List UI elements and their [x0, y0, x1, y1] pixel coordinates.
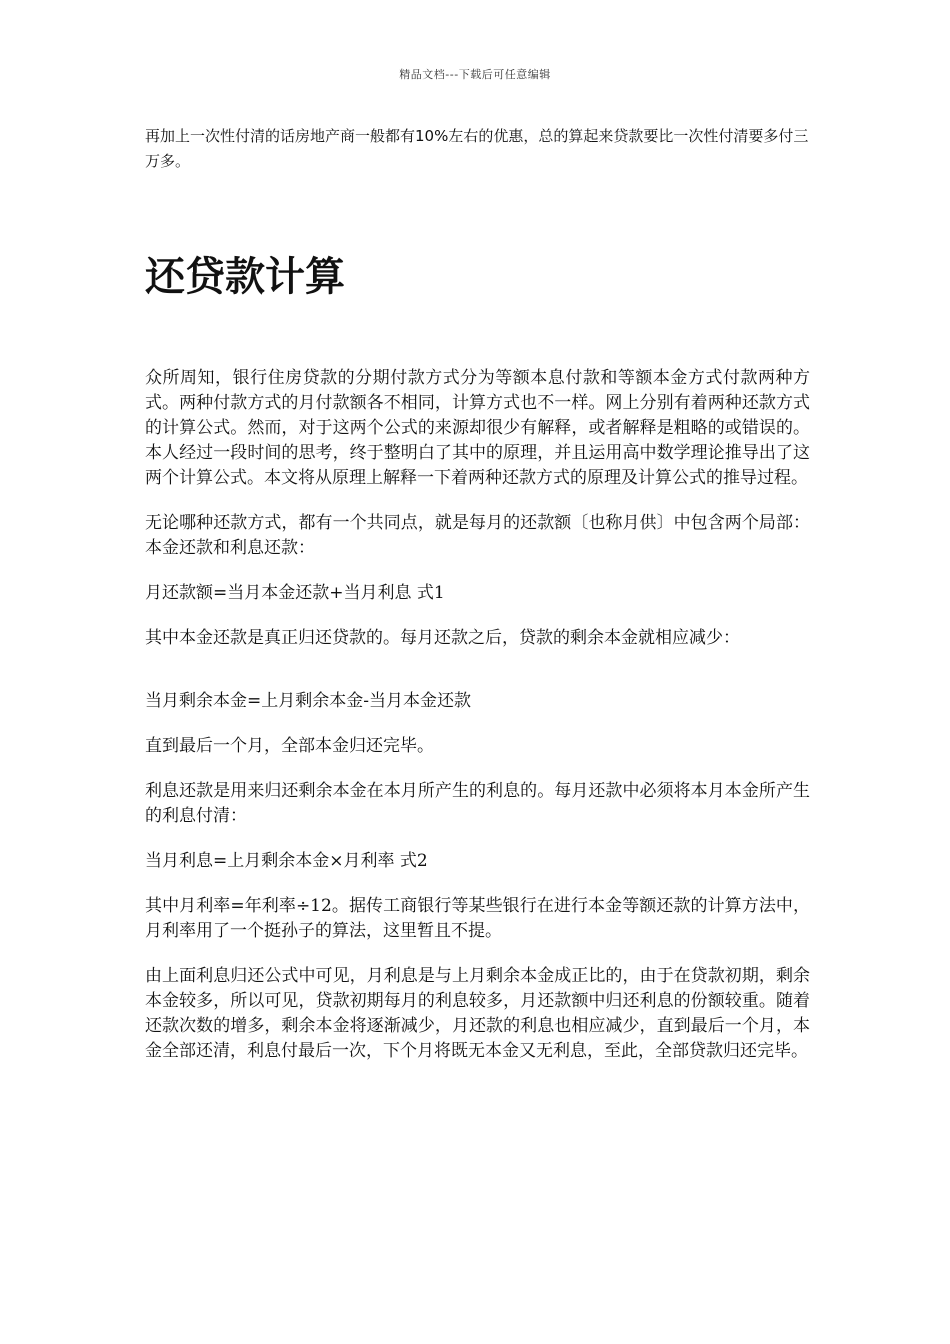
page-header: 精品文档---下载后可任意编辑: [399, 68, 551, 81]
paragraph-common-point: 无论哪种还款方式，都有一个共同点，就是每月的还款额〔也称月供〕中包含两个局部：本金还款和利息还款：: [145, 513, 810, 558]
section-body: [145, 366, 810, 1084]
formula-remaining-principal: 当月剩余本金=上月剩余本金-当月本金还款: [145, 691, 471, 711]
section-title: 还贷款计算: [145, 254, 345, 300]
intro-paragraph: 再加上一次性付清的话房地产商一般都有10%左右的优惠，总的算起来贷款要比一次性付清要多付三万多。: [145, 127, 809, 170]
paragraph-interest: 利息还款是用来归还剩余本金在本月所产生的利息的。每月还款中必须将本月本金所产生的利息付清：: [145, 781, 810, 826]
formula-2: 当月利息=上月剩余本金×月利率 式2: [145, 851, 428, 871]
paragraph-last-month: 直到最后一个月，全部本金归还完毕。: [145, 736, 434, 756]
paragraph-principal: 其中本金还款是真正归还贷款的。每月还款之后，贷款的剩余本金就相应减少：: [145, 628, 740, 648]
formula-1: 月还款额=当月本金还款+当月利息 式1: [145, 583, 445, 603]
paragraph-overview: 众所周知，银行住房贷款的分期付款方式分为等额本息付款和等额本金方式付款两种方式。两种付款方式的月付款额各不相同，计算方式也不一样。网上分别有着两种还款方式的计算公式。然而，对于这两个公式的来源却很少有解释，或者解释是粗略的或错误的。本人经过一段时间的思考，终于整明白了其中的原理，并且运用高中数学理论推导出了这两个计算公式。本文将从原理上解释一下着两种还款方式的原理及计算公式的推导过程。: [145, 368, 810, 488]
paragraph-monthly-rate: 其中月利率=年利率÷12。据传工商银行等某些银行在进行本金等额还款的计算方法中，月利率用了一个挺孙子的算法，这里暂且不提。: [145, 896, 810, 941]
paragraph-conclusion: 由上面利息归还公式中可见，月利息是与上月剩余本金成正比的，由于在贷款初期，剩余本金较多，所以可见，贷款初期每月的利息较多，月还款额中归还利息的份额较重。随着还款次数的增多，剩余本金将逐渐减少，月还款的利息也相应减少，直到最后一个月，本金全部还清，利息付最后一次，下个月将既无本金又无利息，至此，全部贷款归还完毕。: [145, 966, 810, 1061]
document-content: [145, 124, 810, 1061]
